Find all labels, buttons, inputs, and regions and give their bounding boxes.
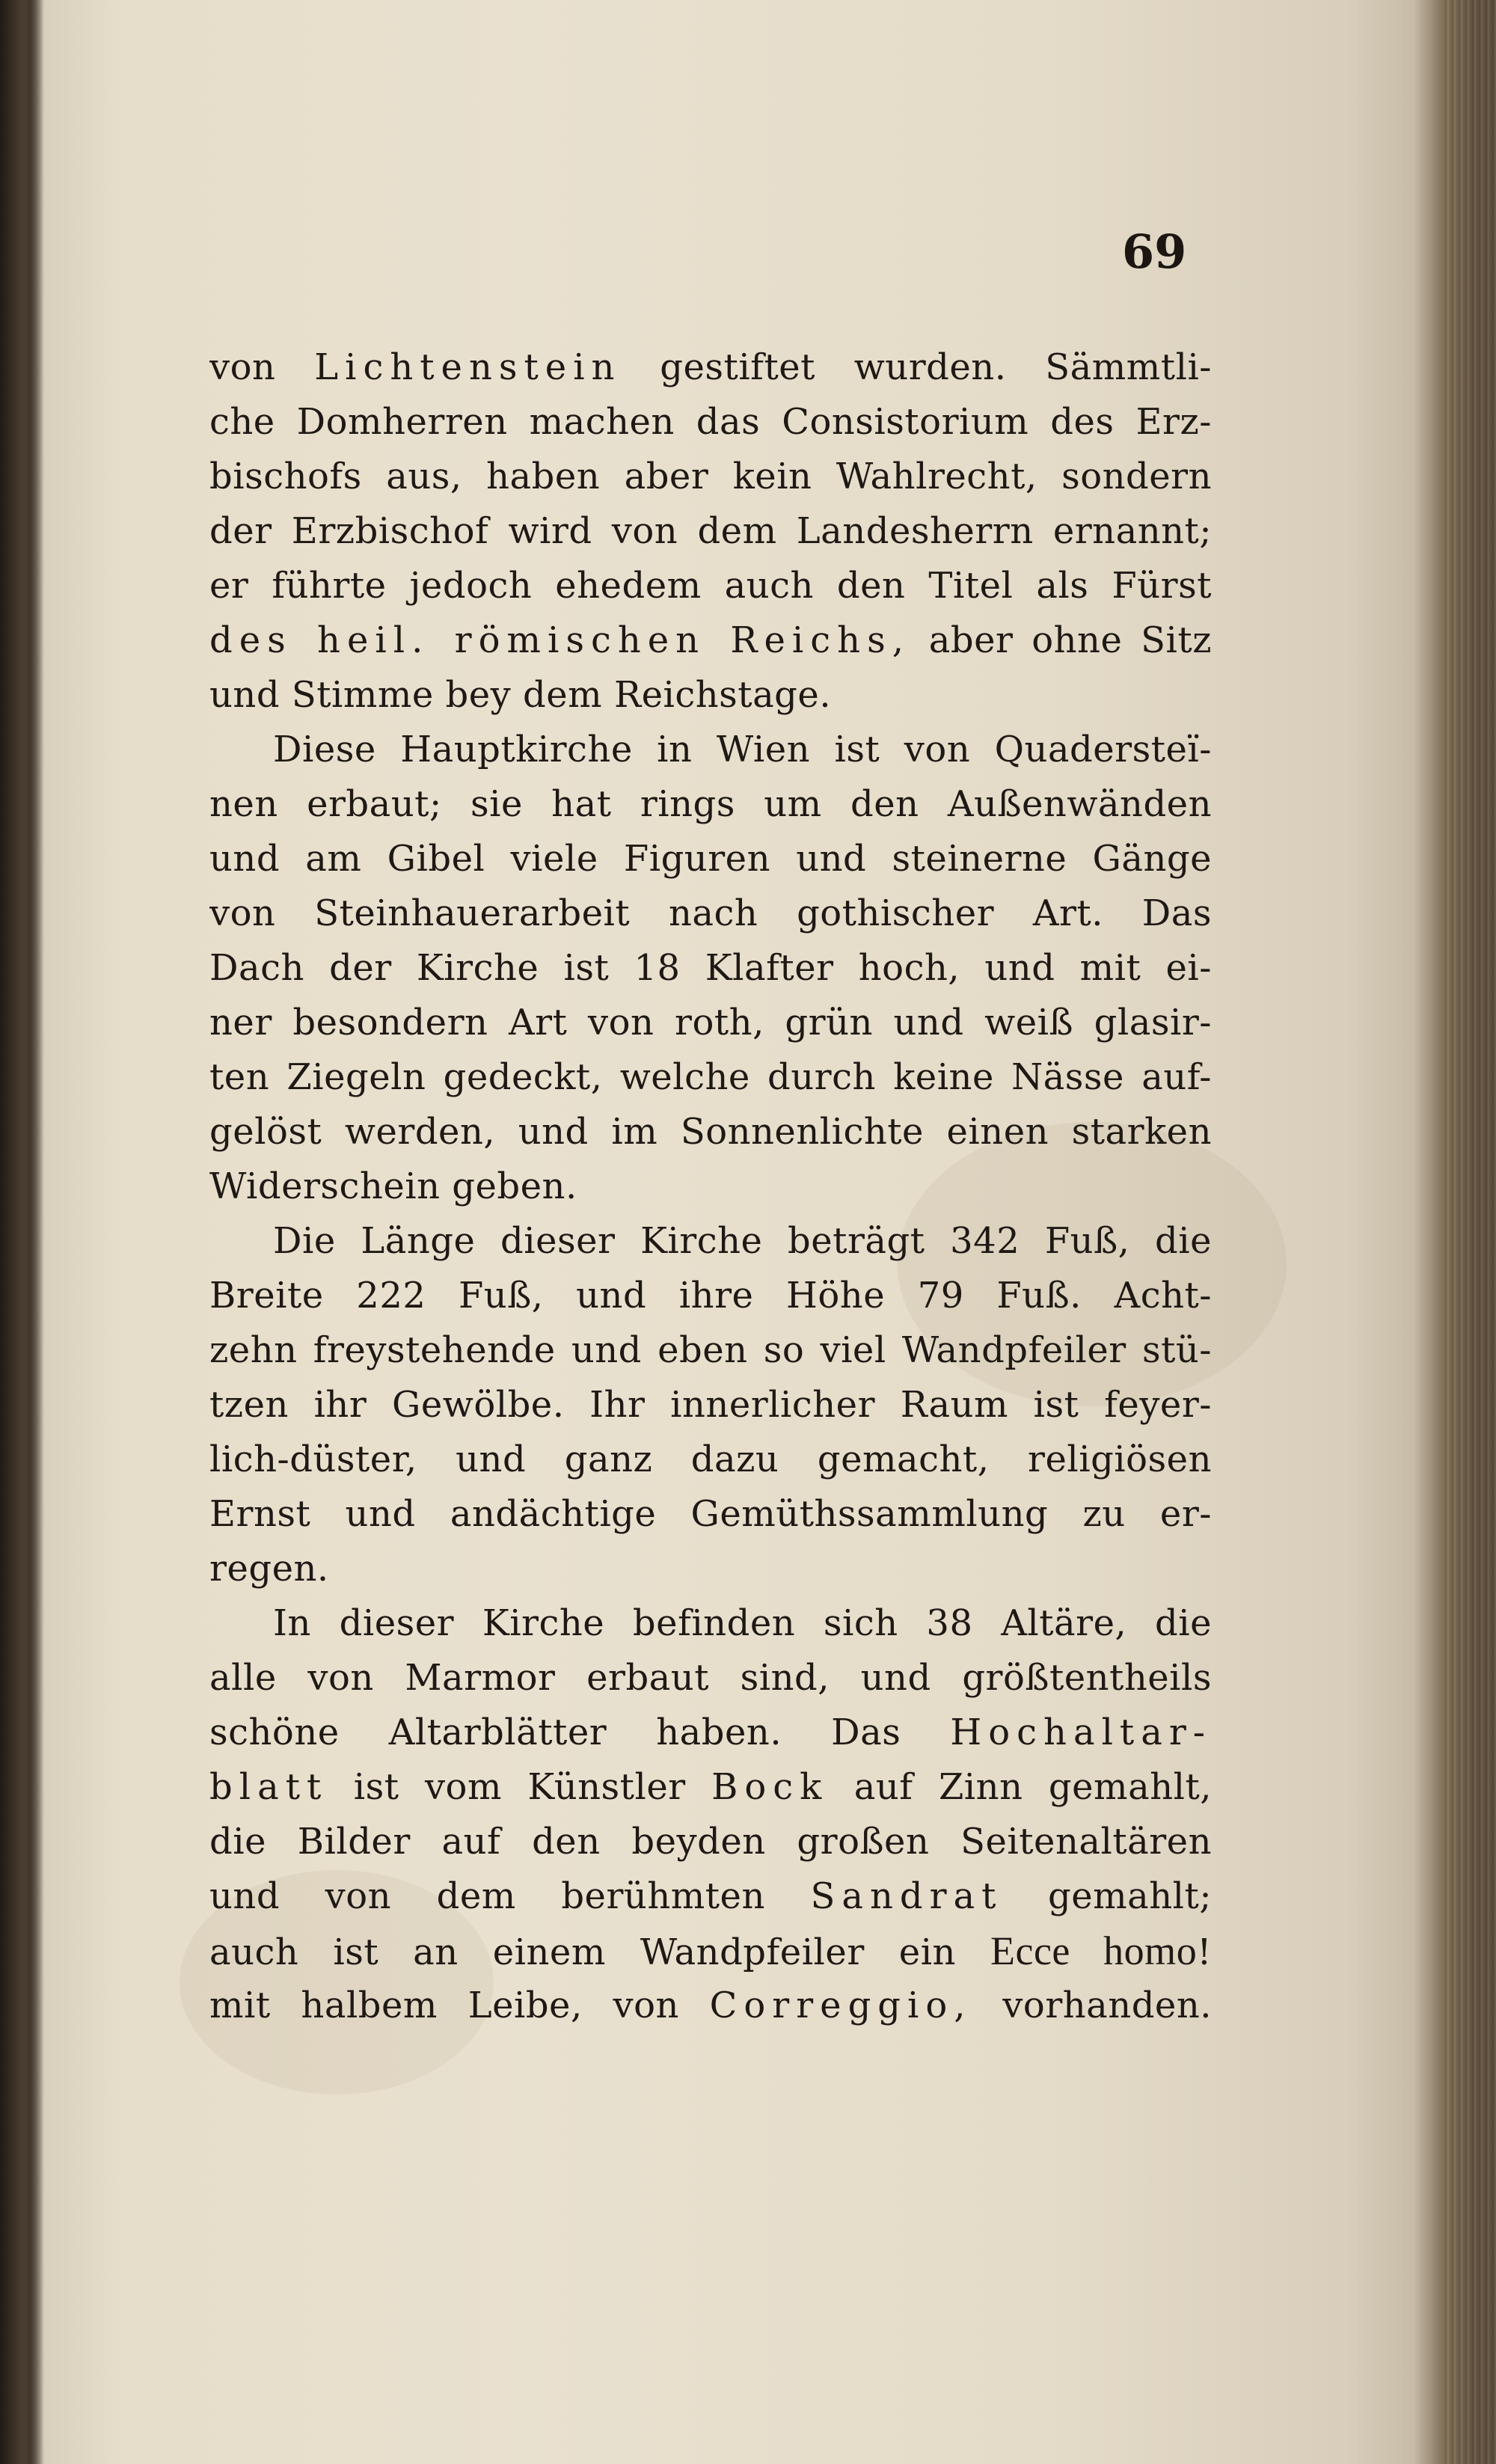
text-segment: ner besondern Art von roth, grün und weiß glasir- xyxy=(209,1002,1212,1043)
text-segment: vorhanden. xyxy=(972,1985,1212,2026)
text-segment: der Erzbischof wird von dem Landesherrn ernannt; xyxy=(209,510,1212,552)
text-segment: auch ist an einem Wandpfeiler ein xyxy=(209,1931,991,1973)
text-segment: gelöst werden, und im Sonnenlichte einen starken xyxy=(209,1111,1212,1153)
text-line xyxy=(209,1269,1212,1323)
text-line xyxy=(209,1869,1212,1924)
text-line xyxy=(209,1378,1212,1432)
text-segment: gestiftet wurden. Sämmtli- xyxy=(621,346,1212,388)
text-line xyxy=(209,1105,1212,1159)
page-edge xyxy=(1444,0,1496,2464)
text-line xyxy=(209,996,1212,1050)
text-segment: che Domherren machen das Consistorium des Erz- xyxy=(209,401,1212,443)
text-segment: regen. xyxy=(209,1548,329,1590)
text-segment: zehn freystehende und eben so viel Wandpfeiler stü- xyxy=(209,1329,1212,1371)
text-line xyxy=(209,777,1212,832)
text-line xyxy=(209,340,1212,395)
text-segment: von xyxy=(209,346,315,388)
text-line xyxy=(209,723,1212,777)
body-text xyxy=(209,340,1212,2033)
text-line xyxy=(209,1432,1212,1487)
emphasized-name: blatt xyxy=(209,1766,328,1808)
text-segment: ! xyxy=(1197,1931,1212,1973)
text-segment: Breite 222 Fuß, und ihre Höhe 79 Fuß. Acht- xyxy=(209,1275,1212,1317)
emphasized-name: Hochaltar- xyxy=(950,1711,1212,1753)
text-segment: aber ohne Sitz xyxy=(910,619,1212,661)
text-line xyxy=(209,1596,1212,1651)
binding-gutter xyxy=(0,0,45,2464)
text-segment: ist vom Künstler xyxy=(328,1766,712,1808)
text-line xyxy=(209,450,1212,504)
text-line xyxy=(209,832,1212,886)
latin-phrase: Ecce homo xyxy=(990,1928,1198,1973)
text-segment: bischofs aus, haben aber kein Wahlrecht, sondern xyxy=(209,456,1212,497)
text-line xyxy=(209,1651,1212,1706)
text-line xyxy=(209,668,1212,723)
text-segment: Diese Hauptkirche in Wien ist von Quadersteï- xyxy=(273,729,1212,770)
text-segment: und Stimme bey dem Reichstage. xyxy=(209,674,832,716)
text-segment: auf Zinn gemahlt, xyxy=(828,1766,1212,1808)
text-line xyxy=(209,941,1212,996)
text-segment: und von dem berühmten xyxy=(209,1875,811,1917)
text-line xyxy=(209,1542,1212,1596)
text-line xyxy=(209,1323,1212,1378)
emphasized-name: Sandrat xyxy=(810,1875,1003,1917)
text-segment: lich-düster, und ganz dazu gemacht, religiösen xyxy=(209,1438,1212,1480)
text-line xyxy=(209,1159,1212,1214)
text-segment: Die Länge dieser Kirche beträgt 342 Fuß, die xyxy=(273,1220,1212,1262)
text-line xyxy=(209,559,1212,613)
text-segment: Dach der Kirche ist 18 Klafter hoch, und mit ei- xyxy=(209,947,1212,989)
text-line xyxy=(209,1487,1212,1542)
text-segment: mit halbem Leibe, von xyxy=(209,1985,710,2026)
text-segment: und am Gibel viele Figuren und steinerne Gänge xyxy=(209,838,1212,880)
text-line xyxy=(209,1924,1212,1979)
text-segment: er führte jedoch ehedem auch den Titel als Fürst xyxy=(209,565,1212,607)
text-line xyxy=(209,1706,1212,1760)
text-segment: In dieser Kirche befinden sich 38 Altäre, die xyxy=(273,1602,1212,1644)
text-line xyxy=(209,1815,1212,1869)
text-line xyxy=(209,613,1212,668)
text-segment: Ernst und andächtige Gemüthssammlung zu er- xyxy=(209,1493,1212,1535)
emphasized-name: des heil. römischen Reichs, xyxy=(209,619,910,661)
text-line xyxy=(209,886,1212,941)
page-number: 69 xyxy=(1122,224,1187,279)
text-line xyxy=(209,1050,1212,1105)
text-segment: ten Ziegeln gedeckt, welche durch keine Nässe auf- xyxy=(209,1056,1212,1098)
text-segment: tzen ihr Gewölbe. Ihr innerlicher Raum ist feyer- xyxy=(209,1384,1212,1426)
text-line xyxy=(209,1979,1212,2033)
text-line xyxy=(209,1214,1212,1269)
text-line xyxy=(209,504,1212,559)
text-segment: nen erbaut; sie hat rings um den Außenwänden xyxy=(209,783,1212,825)
text-line xyxy=(209,1760,1212,1815)
emphasized-name: Lichtenstein xyxy=(314,346,622,388)
text-segment: alle von Marmor erbaut sind, und größtentheils xyxy=(209,1657,1212,1699)
text-segment: schöne Altarblätter haben. Das xyxy=(209,1711,951,1753)
text-line xyxy=(209,395,1212,450)
text-segment: von Steinhauerarbeit nach gothischer Art. Das xyxy=(209,892,1212,934)
emphasized-name: Correggio, xyxy=(709,1985,972,2026)
emphasized-name: Bock xyxy=(711,1766,829,1808)
text-segment: die Bilder auf den beyden großen Seitenaltären xyxy=(209,1821,1212,1863)
text-segment: Widerschein geben. xyxy=(209,1165,577,1207)
text-segment: gemahlt; xyxy=(1002,1875,1212,1917)
